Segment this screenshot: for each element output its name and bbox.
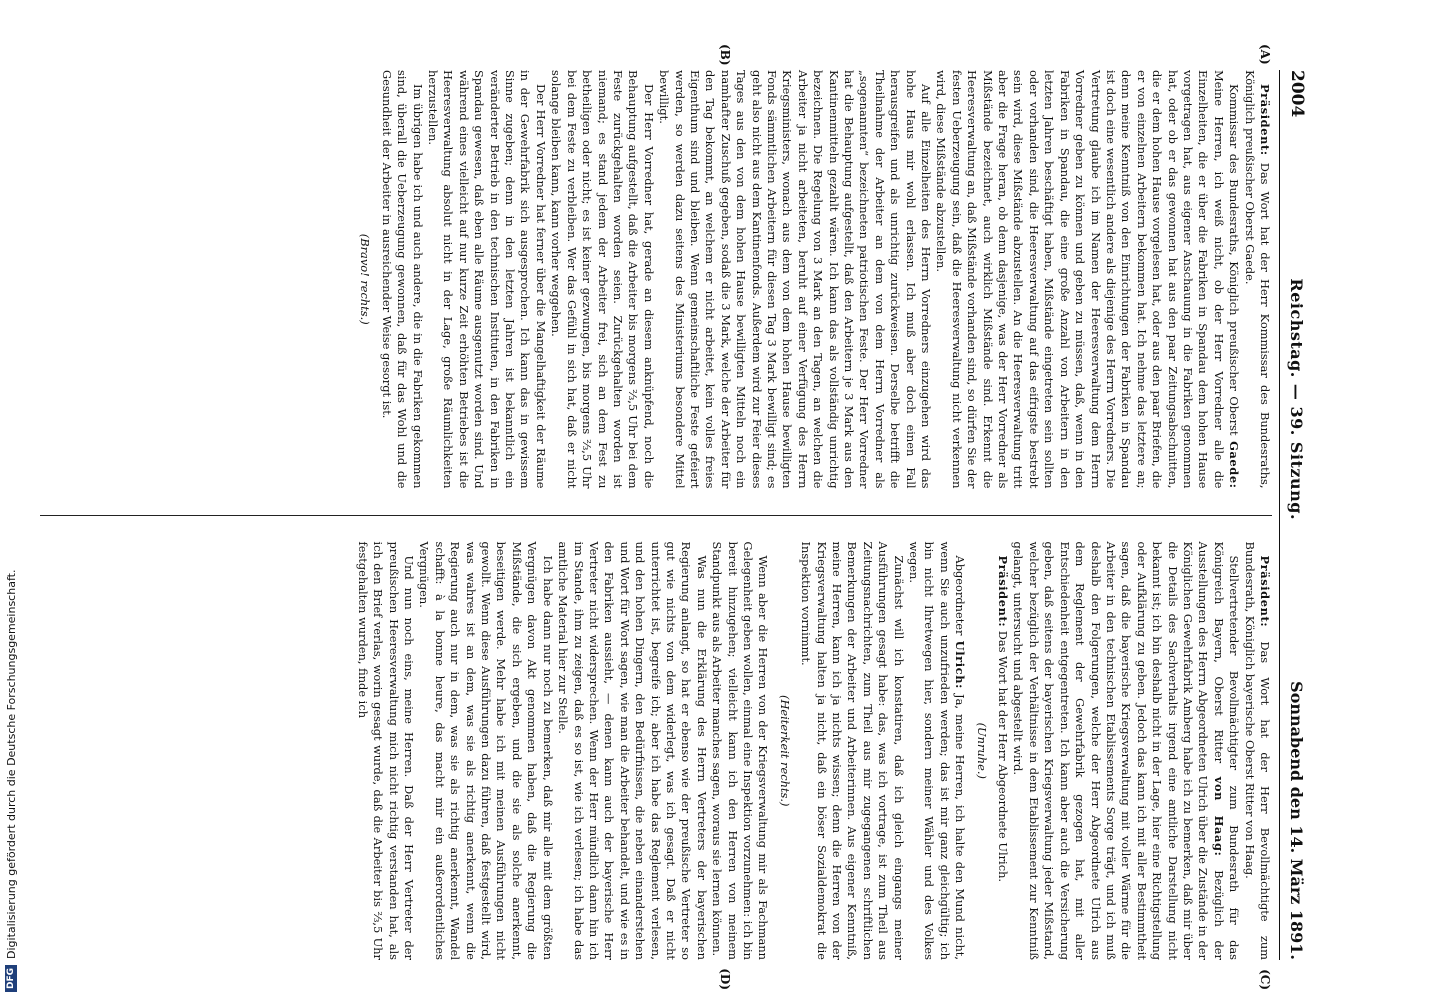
margin-marker-d: (D) [718,968,732,990]
paragraph: Und nun noch eins, meine Herren. Daß der Herr Vertreter der preußischen Heeresverwaltung mich nicht richtig verstanden hat, als ich den Brief verlas, worin gesagt wurde, daß die Arbeiter bis ⅔,5 Uhr festgehalten wurden, finde ich [355,541,417,960]
paragraph-text: Ja, meine Herren, ich halte den Mund nicht, wenn Sie auch unzufrieden werden; das ist mir ganz gleichgültig; ich bin nicht Ihretwegen hier, sondern meiner Wähler und des Volkes wegen. [907,541,968,960]
page-title: Reichstag. — 39. Sitzung. [1287,278,1307,521]
paragraph [933,70,1241,489]
paragraph: Was nun die Erklärung des Herrn Vertreters der bayerischen Regierung anlangt, so hat er ebenso wie der preußische Vertreter so gut wie nichts von dem widerlegt, was ich gesagt. Daß er nicht unterrichtet ist, begreife ich; aber ich habe das Reglement verlesen, und den hohen Dingern, den Bedürfnissen, die neben einanderstehen und Wort für Wort sagen, wie man die Arbeiter behandelt, und wie es in den Fabriken aussieht, — denen kann auch der bayerische Herr Vertreter nicht widersprechen. Wenn der Herr mündlich dann hin ich im Stande, ihm zu zeigen, daß es so ist, wie ich verlesen; ich habe das amtliche Material hier zur Stelle. [556,541,709,960]
dfg-logo: DFG [5,965,17,992]
paragraph: Der Herr Vorredner hat, gerade an diesem anknüpfend, noch die Behauptung aufgestellt, daß die Arbeiter bis morgens ⅔,5 Uhr bei dem Feste zurückgehalten worden seien. Zurückgehalten worden ist niemand; es stand jedem der Arbeiter frei, sich an dem Fest zu betheiligen oder nicht; es ist keiner gezwungen, bis morgens ⅔,5 Uhr bei dem Feste zu verbleiben. Wer das Gefühl in sich hat, daß er nicht solange bleiben kann, kann vorher weggehen. [549,70,656,489]
speaker-name: Präsident: [996,555,1011,628]
paragraph: Der Herr Vorredner hat ferner über die Mangelhaftigkeit der Räume in der Gewehrfabrik sich ausgesprochen. Ich kann das in gewissem Sinne zugeben; denn in den letzten Jahren ist bekanntlich ein veränderter Betrieb in den technischen Instituten, in den Fabriken in Spandau gewesen, daß eben alle Räume ausgenutzt worden sind. Und während eines vielleicht auf nur kurze Zeit erhöhten Betriebes ist die Heeresverwaltung absolut nicht in der Lage, große Räumlichkeiten herzustellen. [426,70,548,489]
speaker-intro: Stellvertretender Bevollmächtigter zum Bundesrath für das Königreich Bayern, Oberst Ritter [1211,541,1242,960]
speaker-name: Präsident: [1258,84,1272,156]
speaker-name: von Haag: [1211,776,1226,857]
footer-strip [0,0,22,1000]
paragraph-text: Das Wort hat der Herr Abgeordnete Ulrich. [996,627,1011,883]
speaker-intro: Abgeordneter [953,555,968,636]
paragraph: Auf alle Einzelheiten des Herrn Vorredners einzugehen wird das hohe Haus mir wohl erlassen. Ich muß aber doch einen Fall herausgreifen und als unrichtig zurückweisen. Derselbe betrifft die Theilnahme der Arbeiter an dem von dem Herrn Vorredner als „sogenannten“ bezeichneten patriotischen Feste. Der Herr Vorredner hat die Behauptung aufgestellt, daß den Arbeitern je 3 Mark aus den Kantinenmitteln gezahlt wären. Ich kann das als vollständig unrichtig bezeichnen. Die Regelung von 3 Mark an den Tagen, an welchen die Arbeiter ja nicht arbeiteten, beruht auf einer Verfügung des Herrn Kriegsministers, wonach aus dem von dem hohen Hause bewilligten Fonds sämmtlichen Arbeitern für diesen Tag 3 Mark bewilligt sind; es geht also nicht aus dem Kantinenfonds. Außerdem wird zur Feier dieses Tages aus den von dem hohen Hause bewilligten Mitteln noch ein namhafter Zuschuß gegeben, sodaß die 3 Mark, welche der Arbeiter für den Tag bekommt, an welchem er nicht arbeitet, kein volles freies Eigenthum sind und bleiben. Wenn gemeinschaftliche Feste gefeiert werden, so werden dazu seitens des Ministeriums besondere Mittel bewilligt. [657,70,934,489]
paragraph [1241,542,1272,961]
speaker-name: Präsident: [1258,555,1272,628]
margin-marker-a: (A) [1258,44,1272,65]
paragraph [995,542,1010,961]
text-columns [40,44,1272,990]
paragraph [906,542,968,961]
paragraph: Ich habe dann nur noch zu bemerken, daß mir alle mit dem größten Vergnügen davon Akt genommen haben, daß die Regierung die Mißstände, die sich ergeben, und die sie als solche anerkennt, beseitigen werde. Mehr habe ich mit meinen Ausführungen nicht gewollt. Wenn diese Ausführungen dazu führen, daß festgestellt wird, was wahres ist an dem, was sie als richtig anerkennt, wenn die Regierung auch nur in dem, was sie als richtig anerkennt, Wandel schafft: à la bonne heure, das macht mir ein außerordentliches Vergnügen. [417,541,555,960]
stage-direction: (Unruhe.) [974,722,989,779]
paragraph: Wenn aber die Herren von der Kriegsverwaltung mir als Fachmann Gelegenheit geben wollen, einmal eine Inspektion vorzunehmen: ich bin bereit hinzugehen; vielleicht kann ich den Herren von meinem Standpunkt aus als Arbeiter manches sagen, woraus sie lernen können. [710,541,771,960]
session-date: Sonnabend den 14. März 1891. [1287,681,1307,960]
paragraph-text: Das Wort hat der Herr Bevollmächtigte zum Bundesrath, Königlich bayerische Oberst Ritter von Haag. [1242,541,1272,960]
speaker-name: Gaede: [1227,441,1242,489]
speaker-name: Ulrich: [953,640,968,689]
page-header [1279,70,1314,960]
page-number: 2004 [1287,70,1307,118]
paragraph: Zunächst will ich konstatiren, daß ich gleich eingangs meiner Ausführungen gesagt habe: das, was ich vortrage, ist zum Theil aus Zeitungsnachrichten, zum Theil aus mir zugegangenen schriftlichen Bemerkungen der Arbeiter und Arbeiterinnen. Aus eigener Kenntniß, meine Herren, kann ich ja nichts wissen; denn die Herren von der Kriegsverwaltung halten ja nicht, daß ein böser Sozialdemokrat die Inspektion vornimmt. [799,541,906,960]
margin-marker-c: (C) [1258,969,1272,990]
margin-marker-b: (B) [718,44,732,66]
digitization-credit [0,0,22,1000]
paragraph-text: Meine Herren, ich weiß nicht, ob der Herr Vorredner alle die Einzelheiten, die er über die Fabriken in Spandau dem hohen Hause vorgetragen hat, aus eigener Anschauung in die Fabriken genommen hat, oder ob er das gewonnen hat aus den paar Zeitungsabschnitten, die er dem hohen Hause vorgelesen hat, oder aus den paar Briefen, die er von einzelnen Arbeitern bekommen hat. Ich nehme das letztere an; denn meine Kenntniß von den Einrichtungen der Fabriken in Spandau ist doch eine wesentlich andere als diejenige des Herrn Vorredners. Die Vertretung glaube ich im Namen der Heeresverwaltung dem Herrn Vorredner geben zu können und geben zu müssen, daß, wenn in den Fabriken in Spandau, die eine große Anzahl von Arbeitern in den letzten Jahren beschäftigt haben, Mißstände eingetreten sein sollten oder vorhanden sind, die Heeresverwaltung auf das eifrigste bestrebt sein wird, diese Mißstände abzustellen. An die Heeresverwaltung tritt aber die Frage heran, ob denn dasjenige, was der Herr Vorredner als Mißstände bezeichnet, auch wirklich Mißstände sind. Erkennt die Heeresverwaltung an, daß Mißstände vorhanden sind, so dürfen Sie der festen Ueberzeugung sein, daß die Heeresverwaltung nicht verkennen wird, diese Mißstände abzustellen. [934,70,1226,489]
column-divider [40,515,1272,516]
paragraph-text: Bezüglich der Ausstellungen des Herrn Abgeordneten Ulrich über die Zustände in der Königlichen Gewehrfabrik Amberg habe ich zu bemerken, daß mir über die Details des Sachverhalts irgend eine amtliche Darstellung nicht bekannt ist; ich bin deshalb nicht in der Lage, hier eine Richtigstellung oder Aufklärung zu geben. Jedoch das kann ich mit aller Bestimmtheit sagen, daß die bayerische Kriegsverwaltung mit voller Wärme für die Arbeiter in den technischen Etablissements Sorge trägt, und ich muß deshalb den Folgerungen, welche der Herr Abgeordnete Ulrich aus dem Reglement der Gewehrfabrik gezogen hat, mit aller Entschiedenheit entgegentreten. Ich kann aber auch die Versicherung geben, daß seitens der bayerischen Kriegsverwaltung jeder Mißstand, welcher bezüglich der Verhältnisse in dem Etablissement zur Kenntniß gelangt, untersucht und abgestellt wird. [1011,541,1226,960]
paragraph [1241,70,1272,489]
right-column [40,541,1272,990]
credit-text: Digitalisierung gefördert durch die Deutsche Forschungsgemeinschaft. [4,569,18,959]
stage-direction: (Heiterkeit rechts.) [777,695,792,807]
paragraph: Im übrigen habe ich und auch andere, die in die Fabriken gekommen sind, überall die Ueberzeugung gewonnen, daß für das Wohl und die Gesundheit der Arbeiter in ausreichender Weise gesorgt ist. [379,70,425,489]
left-column [40,44,1272,489]
paragraph [1010,542,1241,961]
speaker-intro: Kommissar des Bundesraths, Königlich preußischer Oberst [1227,84,1242,436]
stage-direction: (Bravo! rechts.) [358,233,373,325]
paragraph-text: Das Wort hat der Herr Kommissar des Bundesraths, Königlich preußischer Oberst Gaede. [1242,70,1272,489]
